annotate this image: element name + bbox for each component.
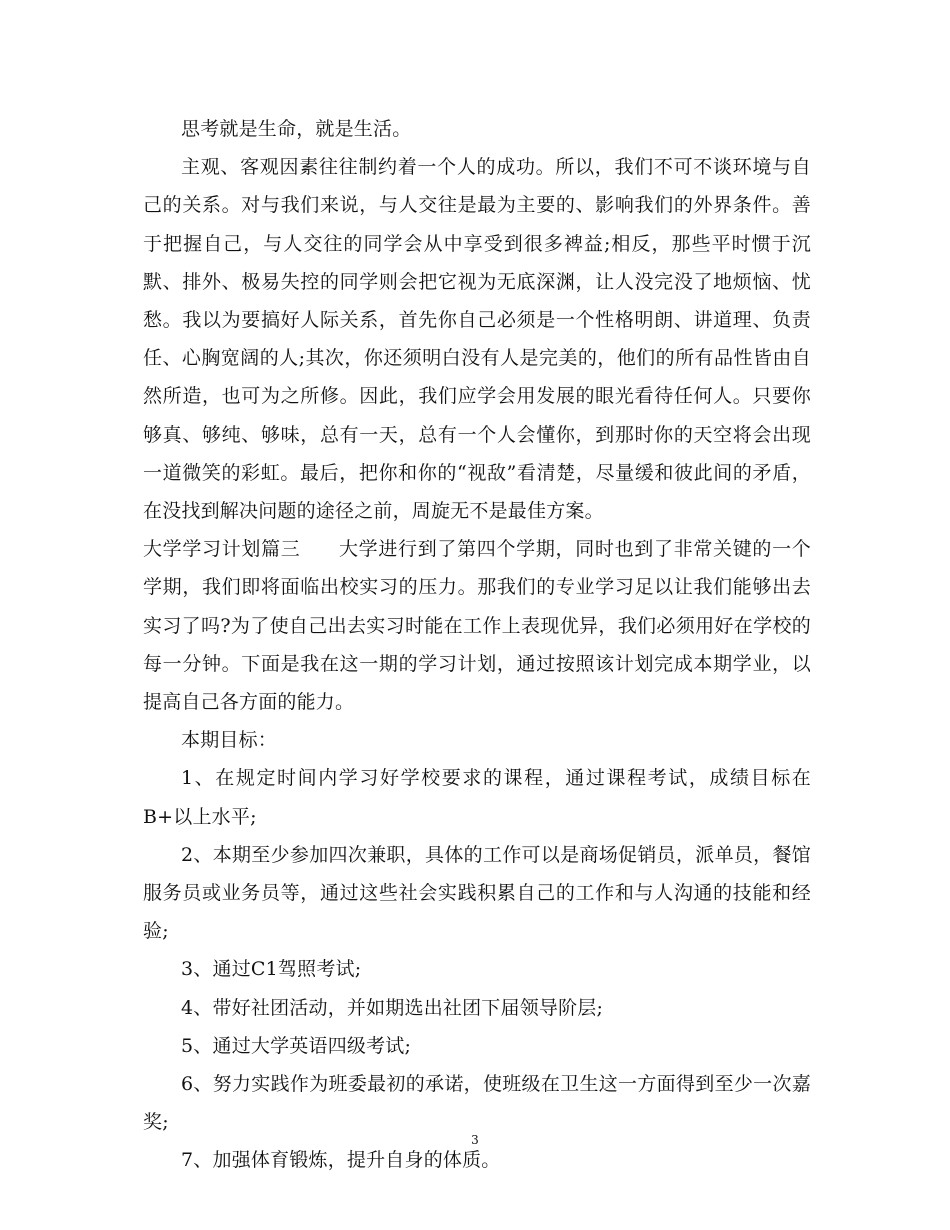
document-body	[143, 110, 811, 1180]
goal-item: 2、本期至少参加四次兼职，具体的工作可以是商场促销员，派单员，餐馆服务员或业务员等，通过这些社会实践积累自己的工作和与人沟通的技能和经验;	[143, 843, 811, 943]
goal-item: 4、带好社团活动，并如期选出社团下届领导阶层;	[181, 996, 604, 1019]
goal-item: 6、努力实践作为班委最初的承诺，使班级在卫生这一方面得到至少一次嘉奖;	[143, 1073, 811, 1134]
paragraph-relationships: 主观、客观因素往往制约着一个人的成功。所以，我们不可不谈环境与自己的关系。对与我们来说，与人交往是最为主要的、影响我们的外界条件。善于把握自己，与人交往的同学会从中享受到很多裨益;相反，那些平时惯于沉默、排外、极易失控的同学则会把它视为无底深渊，让人没完没了地烦恼、忧愁。我以为要搞好人际关系，首先你自己必须是一个性格明朗、讲道理、负责任、心胸宽阔的人;其次，你还须明白没有人是完美的，他们的所有品性皆由自然所造，也可为之所修。因此，我们应学会用发展的眼光看待任何人。只要你够真、够纯、够味，总有一天，总有一个人会懂你，到那时你的天空将会出现一道微笑的彩虹。最后，把你和你的“视敌”看清楚，尽量缓和彼此间的矛盾，在没找到解决问题的途径之前，周旋无不是最佳方案。	[143, 156, 811, 523]
goal-item: 3、通过C1驾照考试;	[181, 958, 362, 981]
section-intro: 大学进行到了第四个学期，同时也到了非常关键的一个学期，我们即将面临出校实习的压力。那我们的专业学习足以让我们能够出去实习了吗?为了使自己出去实习时能在工作上表现优异，我们必须用好在学校的每一分钟。下面是我在这一期的学习计划，通过按照该计划完成本期学业，以提高自己各方面的能力。	[143, 538, 811, 714]
goal-item: 1、在规定时间内学习好学校要求的课程，通过课程考试，成绩目标在B+以上水平;	[143, 767, 811, 828]
page-number: 3	[471, 1133, 479, 1147]
goal-item: 5、通过大学英语四级考试;	[181, 1034, 412, 1057]
goal-item: 7、加强体育锻炼，提升自身的体质。	[181, 1149, 501, 1172]
section-three-paragraph	[143, 530, 811, 721]
section-heading: 大学学习计划篇三	[143, 538, 301, 561]
paragraph-thinking: 思考就是生命，就是生活。	[181, 118, 412, 140]
goals-heading: 本期目标：	[181, 729, 278, 752]
